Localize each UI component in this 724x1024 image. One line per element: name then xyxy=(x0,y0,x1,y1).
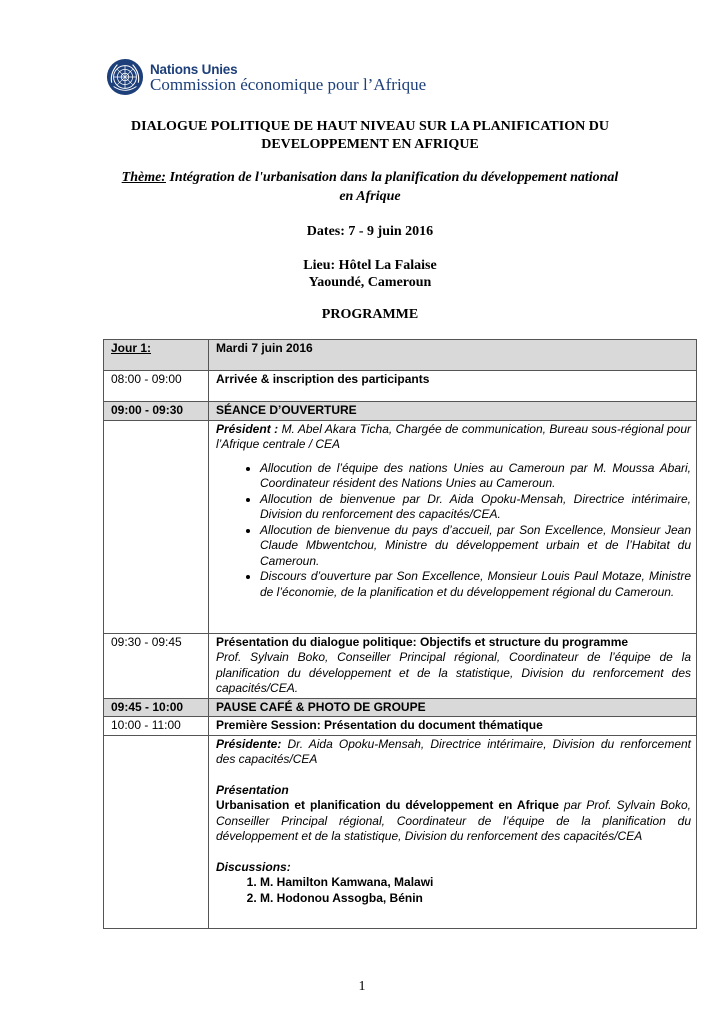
president-text: M. Abel Akara Ticha, Chargée de communication, Bureau sous-régional pour l’Afrique centrale / CEA xyxy=(216,421,691,451)
list-item: • Allocution de bienvenue du pays d’accueil, par Son Excellence, Monsieur Jean Claude Mbwentchou, Ministre du développement urbain et de l’Habitat du Cameroun. xyxy=(260,523,691,570)
theme-label: Thème: xyxy=(121,170,166,185)
venue-line2: Yaoundé, Cameroun xyxy=(308,275,432,290)
un-eca-logo xyxy=(106,58,426,96)
session-title: Arrivée & inscription des participants xyxy=(216,372,430,386)
document-theme xyxy=(60,168,680,206)
event-venue xyxy=(60,257,680,291)
session-title: PAUSE CAFÉ & PHOTO DE GROUPE xyxy=(209,698,697,717)
list-item: • Discours d’ouverture par Son Excellence, Monsieur Louis Paul Motaze, Ministre de l’économie, de la planification et du développement régional du Cameroun. xyxy=(260,569,691,600)
theme-line1: Intégration de l'urbanisation dans la planification du développement national xyxy=(169,170,619,185)
presentation-label: Présentation xyxy=(216,782,289,797)
un-emblem-icon xyxy=(106,58,144,96)
time-cell: 09:45 - 10:00 xyxy=(104,698,209,717)
list-item: 1. M. Hamilton Kamwana, Malawi xyxy=(260,875,691,891)
table-row xyxy=(104,371,697,402)
session-speaker: Prof. Sylvain Boko, Conseiller Principal régional, Coordinateur de l’équipe de la planification du développement et de la statistique, Division du renforcement des capacités/CEA. xyxy=(216,650,691,695)
programme-heading: PROGRAMME xyxy=(321,307,419,322)
president-label: Président : xyxy=(216,421,279,436)
table-row xyxy=(104,717,697,736)
session-title: SÉANCE D’OUVERTURE xyxy=(209,402,697,421)
table-row xyxy=(104,402,697,421)
document-title xyxy=(60,118,680,154)
presidente-text: Dr. Aida Opoku-Mensah, Directrice intérimaire, Division du renforcement des capacités/CEA xyxy=(216,736,691,766)
title-line1: DIALOGUE POLITIQUE DE HAUT NIVEAU SUR LA PLANIFICATION DU xyxy=(131,119,609,134)
discussions-label: Discussions: xyxy=(216,859,291,874)
table-row xyxy=(104,698,697,717)
time-cell: 09:30 - 09:45 xyxy=(104,633,209,698)
table-row xyxy=(104,420,697,633)
theme-line2: en Afrique xyxy=(339,189,401,204)
list-item: • Allocution de l’équipe des nations Unies au Cameroun par M. Moussa Abari, Coordinateur résident des Nations Unies au Cameroun. xyxy=(260,461,691,492)
session-title: Présentation du dialogue politique: Objectifs et structure du programme xyxy=(216,634,629,649)
page-number: 1 xyxy=(358,979,366,994)
session-title: Première Session: Présentation du document thématique xyxy=(209,717,697,736)
table-row xyxy=(104,735,697,928)
opening-speeches-list xyxy=(216,461,691,601)
time-cell: 08:00 - 09:00 xyxy=(104,371,209,402)
discussants-list xyxy=(216,875,691,906)
event-dates: Dates: 7 - 9 juin 2016 xyxy=(306,224,434,239)
presidente-label: Présidente: xyxy=(216,736,282,751)
programme-table xyxy=(103,339,697,929)
title-line2: DEVELOPPEMENT EN AFRIQUE xyxy=(261,137,479,152)
presentation-line xyxy=(216,798,691,845)
presentation-title: Urbanisation et planification du développement en Afrique xyxy=(216,798,559,812)
org-name-line1: Nations Unies xyxy=(150,62,238,77)
table-row xyxy=(104,633,697,698)
org-name-line2: Commission économique pour l’Afrique xyxy=(150,75,427,94)
presentation-text: par Prof. Sylvain Boko, Conseiller Principal régional, Coordinateur de l’équipe de la planification du développement et de la statistique, Division du renforcement des capacités/CEA xyxy=(216,798,691,843)
president-line xyxy=(216,422,691,453)
time-cell: 09:00 - 09:30 xyxy=(104,402,209,421)
day-label: Jour 1: xyxy=(111,341,152,355)
list-item: 2. M. Hodonou Assogba, Bénin xyxy=(260,891,691,907)
presidente-line xyxy=(216,737,691,768)
day-date: Mardi 7 juin 2016 xyxy=(216,341,313,355)
time-cell: 10:00 - 11:00 xyxy=(104,717,209,736)
table-row xyxy=(104,340,697,371)
venue-line1: Lieu: Hôtel La Falaise xyxy=(303,258,437,273)
list-item: • Allocution de bienvenue par Dr. Aida Opoku-Mensah, Directrice intérimaire, Division du renforcement des capacités/CEA. xyxy=(260,492,691,523)
